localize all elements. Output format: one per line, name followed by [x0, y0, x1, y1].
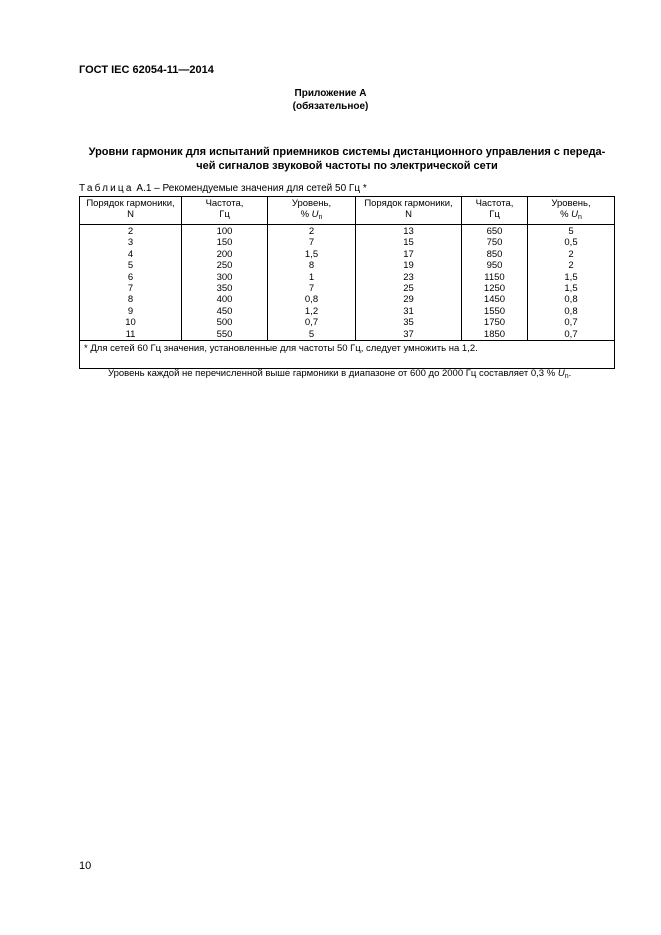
cell-frequency: 100	[182, 225, 268, 238]
table-row	[80, 237, 615, 248]
cell-order: 3	[80, 237, 182, 248]
cell-frequency: 550	[182, 329, 268, 341]
header-level-var: U	[571, 209, 579, 220]
cell-frequency: 850	[462, 249, 528, 260]
cell-level: 0,7	[528, 317, 615, 328]
note-suffix: .	[568, 368, 572, 379]
header-frequency-unit: Гц	[489, 209, 500, 220]
table-footnote-row	[80, 341, 615, 369]
cell-order: 29	[356, 294, 462, 305]
cell-frequency: 300	[182, 272, 268, 283]
header-order-label: Порядок гармоники,	[364, 198, 453, 209]
cell-frequency: 250	[182, 260, 268, 271]
cell-frequency: 350	[182, 283, 268, 294]
header-level-label: Уровень,	[291, 198, 332, 209]
header-level-label: Уровень,	[551, 198, 591, 209]
table-row	[80, 260, 615, 271]
table-caption	[79, 183, 367, 194]
header-level-unit	[268, 209, 355, 223]
cell-frequency: 450	[182, 306, 268, 317]
header-frequency-label: Частота,	[475, 198, 514, 209]
cell-order: 7	[80, 283, 182, 294]
cell-level: 1,5	[268, 249, 356, 260]
table-caption-label: Таблица	[79, 183, 134, 194]
cell-level: 1	[268, 272, 356, 283]
cell-order: 37	[356, 329, 462, 341]
section-heading-line-2: чей сигналов звуковой частоты по электрической сети	[196, 160, 498, 172]
col-header-order-left	[80, 197, 182, 225]
cell-order: 17	[356, 249, 462, 260]
cell-level: 0,7	[528, 329, 615, 341]
cell-order: 5	[80, 260, 182, 271]
table-row	[80, 306, 615, 317]
header-level-percent: %	[560, 209, 572, 220]
cell-frequency: 650	[462, 225, 528, 238]
section-heading	[79, 145, 615, 173]
cell-frequency: 200	[182, 249, 268, 260]
note-var: U	[557, 368, 565, 379]
header-level-percent: %	[300, 209, 312, 220]
cell-order: 6	[80, 272, 182, 283]
header-level-sub: n	[578, 214, 582, 221]
col-header-level-left	[268, 197, 356, 225]
table-row	[80, 225, 615, 238]
cell-level: 2	[268, 225, 356, 238]
cell-order: 35	[356, 317, 462, 328]
note-sub: n	[564, 373, 569, 380]
header-level-var: U	[311, 209, 319, 220]
harmonics-table	[79, 196, 615, 369]
page-number: 10	[79, 860, 92, 872]
cell-level: 0,8	[528, 294, 615, 305]
cell-level: 5	[528, 225, 615, 238]
cell-order: 31	[356, 306, 462, 317]
cell-level: 8	[268, 260, 356, 271]
cell-order: 11	[80, 329, 182, 341]
cell-level: 0,5	[528, 237, 615, 248]
cell-order: 19	[356, 260, 462, 271]
cell-level: 7	[268, 283, 356, 294]
cell-order: 23	[356, 272, 462, 283]
table-row	[80, 283, 615, 294]
table-header-row	[80, 197, 615, 225]
table-row	[80, 317, 615, 328]
cell-level: 0,7	[268, 317, 356, 328]
cell-frequency: 1550	[462, 306, 528, 317]
table-row	[80, 249, 615, 260]
cell-level: 0,8	[528, 306, 615, 317]
cell-order: 2	[80, 225, 182, 238]
cell-order: 4	[80, 249, 182, 260]
note-paragraph	[108, 368, 571, 380]
cell-level: 2	[528, 249, 615, 260]
col-header-frequency-left	[182, 197, 268, 225]
standard-designation: ГОСТ IEC 62054-11—2014	[79, 64, 214, 76]
cell-frequency: 1150	[462, 272, 528, 283]
header-frequency-unit: Гц	[219, 209, 230, 220]
table-row	[80, 294, 615, 305]
table-row	[80, 272, 615, 283]
cell-order: 25	[356, 283, 462, 294]
header-order-symbol: N	[405, 209, 412, 220]
cell-frequency: 400	[182, 294, 268, 305]
col-header-frequency-right	[462, 197, 528, 225]
header-level-unit	[528, 209, 614, 223]
cell-level: 1,5	[528, 272, 615, 283]
table-row	[80, 329, 615, 341]
appendix-type: (обязательное)	[292, 101, 369, 112]
col-header-order-right	[356, 197, 462, 225]
header-frequency-label: Частота,	[205, 198, 244, 209]
cell-level: 1,5	[528, 283, 615, 294]
cell-frequency: 150	[182, 237, 268, 248]
cell-frequency: 1450	[462, 294, 528, 305]
cell-level: 7	[268, 237, 356, 248]
cell-level: 0,8	[268, 294, 356, 305]
cell-level: 1,2	[268, 306, 356, 317]
header-order-label: Порядок гармоники,	[86, 198, 175, 209]
cell-frequency: 1250	[462, 283, 528, 294]
cell-order: 13	[356, 225, 462, 238]
cell-order: 10	[80, 317, 182, 328]
header-level-sub: n	[318, 214, 323, 221]
cell-order: 9	[80, 306, 182, 317]
col-header-level-right	[528, 197, 615, 225]
table-footnote: * Для сетей 60 Гц значения, установленные для частоты 50 Гц, следует умножить на 1,2.	[80, 341, 615, 369]
header-order-symbol: N	[127, 209, 134, 220]
section-heading-line-1: Уровни гармоник для испытаний приемников системы дистанционного управления с переда-	[88, 146, 606, 158]
cell-level: 5	[268, 329, 356, 341]
appendix-title: Приложение А	[294, 88, 367, 99]
table-caption-text: Рекомендуемые значения для сетей 50 Гц *	[162, 183, 367, 194]
cell-frequency: 1750	[462, 317, 528, 328]
cell-frequency: 500	[182, 317, 268, 328]
note-text: Уровень каждой не перечисленной выше гармоники в диапазоне от 600 до 2000 Гц составляет 0,3 %	[108, 368, 558, 379]
cell-order: 15	[356, 237, 462, 248]
table-caption-number: А.1 –	[136, 183, 160, 194]
cell-frequency: 950	[462, 260, 528, 271]
cell-frequency: 1850	[462, 329, 528, 341]
cell-order: 8	[80, 294, 182, 305]
cell-frequency: 750	[462, 237, 528, 248]
cell-level: 2	[528, 260, 615, 271]
